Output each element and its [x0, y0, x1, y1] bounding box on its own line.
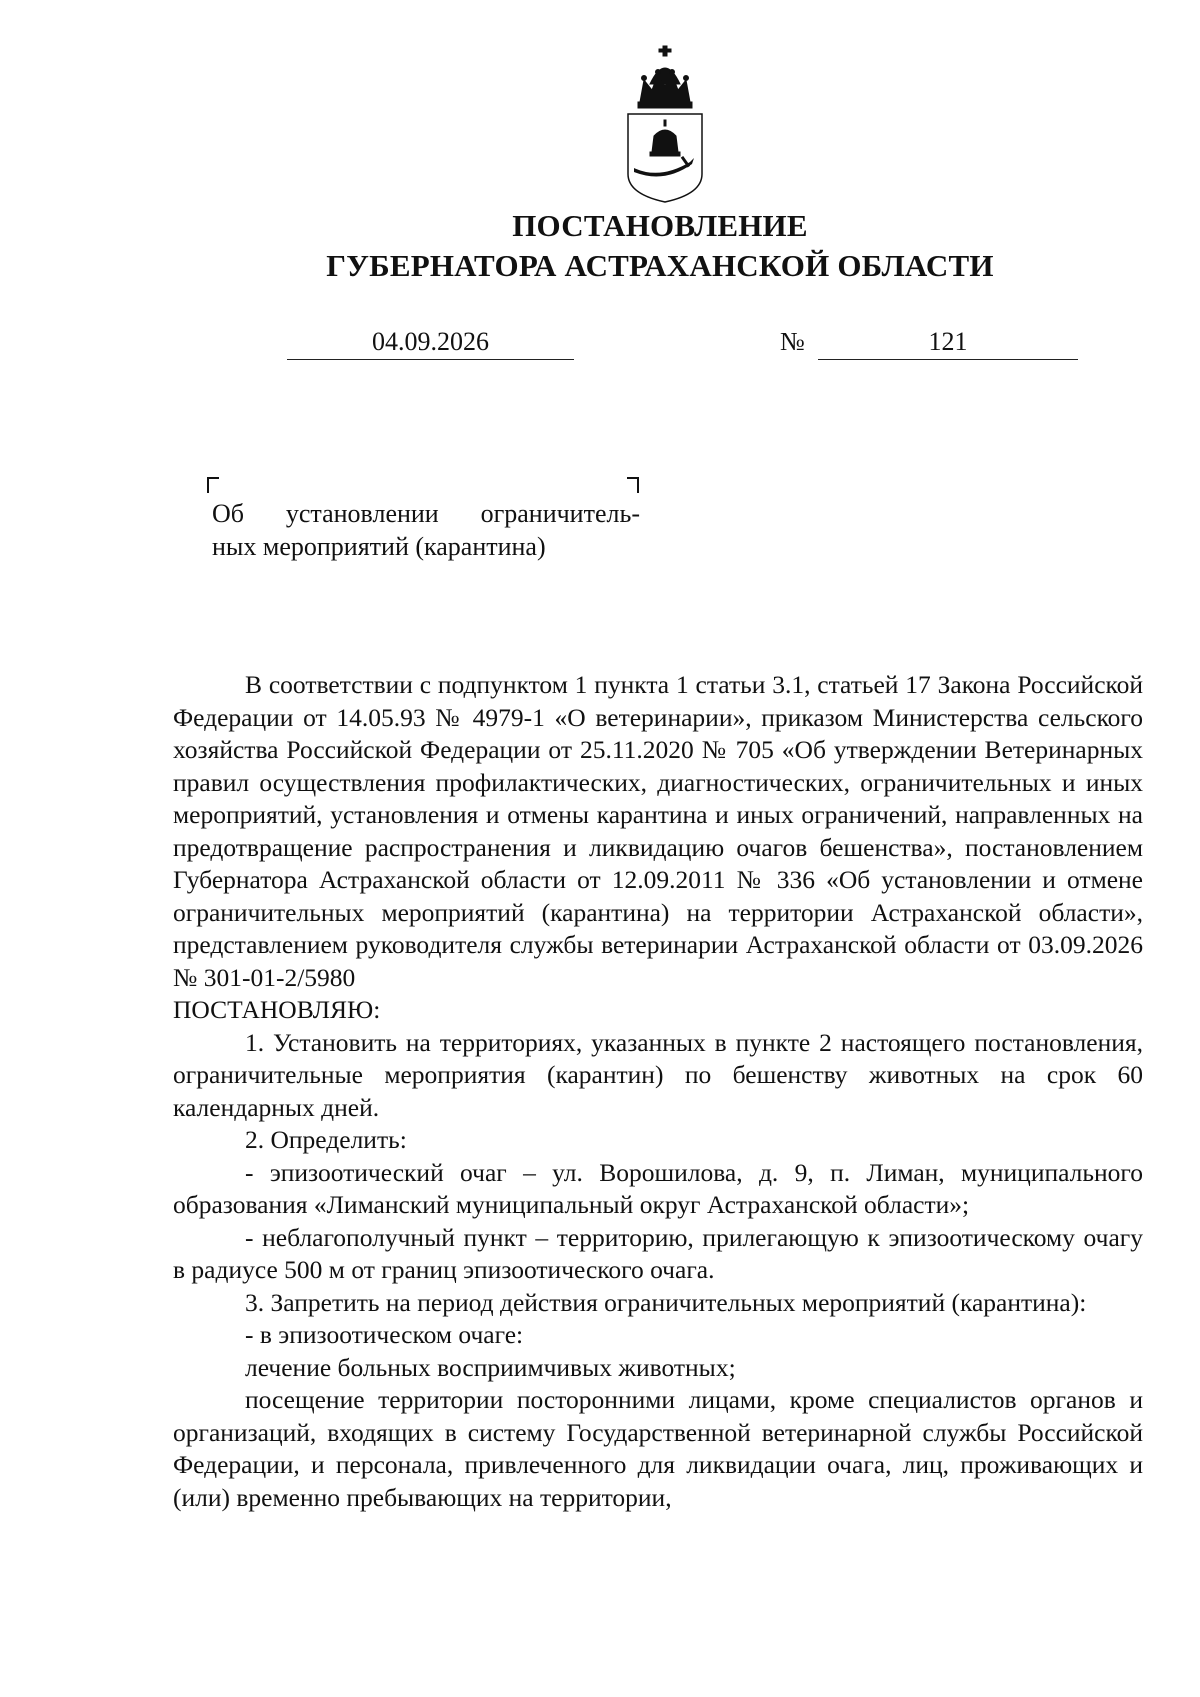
issuer-heading: ГУБЕРНАТОРА АСТРАХАНСКОЙ ОБЛАСТИ	[326, 248, 994, 283]
clause-2: 2. Определить:	[245, 1125, 407, 1154]
shield-icon	[628, 114, 702, 202]
resolve-line: ПОСТАНОВЛЯЮ:	[173, 995, 381, 1024]
clause-2-area: - неблагополучный пункт – территорию, прилегающую к эпизоотическому очагу в радиусе 500 м от границ эпизоотического очага.	[173, 1222, 1143, 1284]
subject-bracket-right	[627, 477, 639, 493]
clause-3-item: лечение больных восприимчивых животных;	[245, 1352, 736, 1382]
clause-2-focus: - эпизоотический очаг – ул. Ворошилова, д. 9, п. Лиман, муниципального образования «Лиманский муниципальный округ Астраханской области»;	[173, 1157, 1143, 1219]
document-body	[173, 669, 1143, 1514]
document-type-heading: ПОСТАНОВЛЕНИЕ	[512, 208, 808, 243]
clause-3-focus: - в эпизоотическом очаге:	[245, 1320, 524, 1349]
clause-3-item: посещение территории посторонними лицами, кроме специалистов органов и организаций, входящих в систему Государственной ветеринарной службы Российской Федерации, и персонала, привлеченного для ликвидации очага, лиц, проживающих и (или) временно пребывающих на территории,	[173, 1385, 1143, 1512]
subject-line: ных мероприятий (карантина)	[212, 532, 546, 561]
clause-3: 3. Запретить на период действия ограничительных мероприятий (карантина):	[245, 1287, 1087, 1317]
preamble-paragraph: В соответствии с подпунктом 1 пункта 1 статьи 3.1, статьей 17 Закона Российской Федерации от 14.05.93 № 4979-1 «О ветеринарии», приказом Министерства сельского хозяйства Российской Федерации от 25.11.2020 № 705 «Об утверждении Ветеринарных правил осуществления профилактических, диагностических, ограничительных и иных мероприятий, установления и отмены карантина и иных ограничений, направленных на предотвращение распространения и ликвидацию очагов бешенства», постановлением Губернатора Астраханской области от 12.09.2011 № 336 «Об установлении и отмене ограничительных мероприятий (карантина) на территории Астраханской области», представлением руководителя службы ветеринарии Астраханской области от 03.09.2026 № 301-01-2/5980	[173, 670, 1143, 992]
document-date: 04.09.2026	[287, 325, 574, 360]
number-label: №	[780, 327, 805, 356]
document-number: 121	[818, 325, 1078, 360]
clause-1: 1. Установить на территориях, указанных в пункте 2 настоящего постановления, ограничительные мероприятия (карантин) по бешенству животных на срок 60 календарных дней.	[173, 1027, 1143, 1122]
coat-of-arms-emblem	[620, 44, 710, 204]
subject-bracket-left	[207, 477, 219, 493]
subject-line: Об установлении ограничитель-	[212, 499, 640, 528]
crown-icon	[638, 46, 692, 108]
document-subject	[212, 497, 640, 563]
